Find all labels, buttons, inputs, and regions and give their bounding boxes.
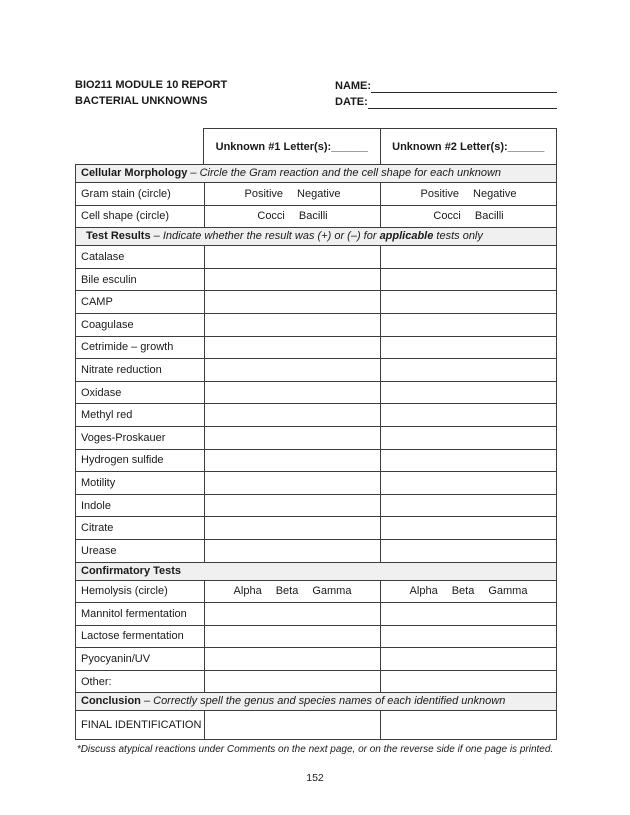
unknown2-column-header: Unknown #2 Letter(s):______: [380, 129, 557, 164]
result-cell-unknown-2: [380, 269, 556, 291]
row-label: Other:: [81, 675, 112, 688]
result-cell-unknown-2: [380, 450, 556, 472]
table-column-headers: [203, 128, 557, 165]
row-label: Coagulase: [81, 318, 134, 331]
result-cell-unknown-1: [204, 671, 380, 693]
report-table-body: [75, 164, 557, 740]
result-cell-unknown-1: [204, 450, 380, 472]
option-gamma: Gamma: [312, 585, 352, 598]
date-field: [335, 93, 557, 109]
result-cell-unknown-1: [204, 337, 380, 359]
result-cell-unknown-1: [204, 495, 380, 517]
row-label: Bile esculin: [81, 273, 137, 286]
table-row: [76, 517, 556, 540]
row-label: Citrate: [81, 522, 114, 535]
table-row: [76, 472, 556, 495]
date-blank-line: [368, 97, 557, 109]
table-row: [76, 291, 556, 314]
row-label: Motility: [81, 476, 116, 489]
option-bacilli: Bacilli: [474, 210, 504, 223]
row-label: Hemolysis (circle): [81, 585, 168, 598]
table-row: [76, 495, 556, 518]
result-cell-unknown-1: [204, 359, 380, 381]
result-cell-unknown-2: [380, 603, 556, 625]
result-cell-unknown-1: [204, 540, 380, 562]
report-subtitle: BACTERIAL UNKNOWNS: [75, 95, 208, 107]
result-cell-unknown-1: [204, 269, 380, 291]
result-cell-unknown-1: [204, 246, 380, 268]
table-row: [76, 359, 556, 382]
section-description: Circle the Gram reaction and the cell shape for each unknown: [199, 167, 502, 179]
result-cell-unknown-1: [204, 314, 380, 336]
section-header-row: [76, 228, 556, 246]
section-title: Conclusion: [81, 695, 141, 708]
section-description: Correctly spell the genus and species names of each identified unknown: [153, 695, 506, 708]
result-cell-unknown-1: [204, 517, 380, 539]
row-label: Oxidase: [81, 386, 122, 399]
row-label: Lactose fermentation: [81, 630, 184, 643]
report-titles: [75, 77, 227, 109]
result-cell-unknown-2: [380, 337, 556, 359]
table-row: [76, 269, 556, 292]
option-positive: Positive: [244, 187, 284, 200]
result-cell-unknown-1: [204, 648, 380, 670]
option-alpha: Alpha: [409, 585, 438, 598]
result-cell-unknown-2: [380, 671, 556, 693]
row-label: Gram stain (circle): [81, 187, 171, 200]
section-description: Indicate whether the result was (+) or (–) for applicable tests only: [162, 230, 483, 243]
table-row: [76, 671, 556, 694]
option-bacilli: Bacilli: [298, 210, 328, 223]
result-cell-unknown-2: [380, 359, 556, 381]
result-cell-unknown-1: [204, 382, 380, 404]
table-row: [76, 603, 556, 626]
table-row: [76, 183, 556, 206]
row-label: Cetrimide – growth: [81, 341, 174, 354]
option-alpha: Alpha: [233, 585, 262, 598]
result-cell-unknown-1: [204, 206, 380, 228]
result-cell-unknown-2: [380, 540, 556, 562]
table-row: [76, 246, 556, 269]
result-cell-unknown-2: [380, 314, 556, 336]
row-label: Hydrogen sulfide: [81, 454, 164, 467]
result-cell-unknown-2: [380, 206, 556, 228]
option-negative: Negative: [297, 187, 341, 200]
table-row: [76, 581, 556, 604]
result-cell-unknown-2: [380, 626, 556, 648]
table-row: [76, 382, 556, 405]
result-cell-unknown-1: [204, 603, 380, 625]
result-cell-unknown-2: [380, 291, 556, 313]
section-dash: –: [150, 230, 163, 243]
unknown1-column-header: Unknown #1 Letter(s):______: [215, 140, 368, 153]
row-label: Catalase: [81, 250, 125, 263]
date-label: DATE:: [335, 96, 368, 108]
result-cell-unknown-2: [380, 246, 556, 268]
table-row: [76, 450, 556, 473]
table-row: [76, 206, 556, 229]
section-header-row: [76, 165, 556, 183]
table-row: [76, 540, 556, 563]
name-label: NAME:: [335, 80, 372, 92]
table-row: [76, 404, 556, 427]
section-description-emphasis: applicable: [379, 230, 434, 243]
report-title: BIO211 MODULE 10 REPORT: [75, 79, 228, 91]
name-field: [335, 77, 557, 93]
result-cell-unknown-2: [380, 495, 556, 517]
table-row: [76, 427, 556, 450]
table-row: [76, 314, 556, 337]
result-cell-unknown-2: [380, 427, 556, 449]
row-label: Mannitol fermentation: [81, 607, 187, 620]
row-label: Cell shape (circle): [81, 210, 170, 223]
result-cell-unknown-1: [204, 472, 380, 494]
option-beta: Beta: [275, 585, 299, 598]
section-header-row: [76, 693, 556, 711]
row-label: Methyl red: [81, 409, 133, 422]
table-row: [76, 337, 556, 360]
section-header-row: [76, 563, 556, 581]
row-label: Pyocyanin/UV: [81, 653, 151, 666]
result-cell-unknown-2: [380, 382, 556, 404]
name-date-fields: [335, 77, 557, 109]
result-cell-unknown-1: [204, 183, 380, 205]
row-label: Nitrate reduction: [81, 363, 162, 376]
option-positive: Positive: [420, 187, 460, 200]
result-cell-unknown-2: [380, 517, 556, 539]
row-label: Urease: [81, 544, 117, 557]
result-cell-unknown-1: [204, 404, 380, 426]
option-beta: Beta: [451, 585, 475, 598]
result-cell-unknown-2: [380, 648, 556, 670]
row-label: FINAL IDENTIFICATION: [81, 719, 202, 732]
result-cell-unknown-1: [204, 291, 380, 313]
section-dash: –: [187, 167, 200, 179]
name-blank-line: [371, 81, 557, 93]
option-cocci: Cocci: [433, 210, 461, 223]
result-cell-unknown-1: [204, 711, 380, 739]
section-title: Confirmatory Tests: [81, 564, 182, 577]
section-title: Test Results: [86, 230, 151, 243]
table-row: [76, 626, 556, 649]
option-cocci: Cocci: [257, 210, 285, 223]
footnote: *Discuss atypical reactions under Comments on the next page, or on the reverse side if one page is printed.: [76, 744, 554, 755]
result-cell-unknown-2: [380, 472, 556, 494]
report-table: [75, 128, 557, 740]
result-cell-unknown-1: [204, 581, 380, 603]
row-label: Voges-Proskauer: [81, 431, 166, 444]
option-negative: Negative: [473, 187, 517, 200]
row-label: CAMP: [81, 296, 113, 309]
result-cell-unknown-2: [380, 581, 556, 603]
result-cell-unknown-2: [380, 183, 556, 205]
result-cell-unknown-1: [204, 626, 380, 648]
result-cell-unknown-2: [380, 711, 556, 739]
option-gamma: Gamma: [488, 585, 528, 598]
section-dash: –: [140, 695, 154, 708]
document-header: [75, 77, 557, 109]
result-cell-unknown-2: [380, 404, 556, 426]
table-row: [76, 711, 556, 739]
table-row: [76, 648, 556, 671]
page-number: 152: [306, 772, 324, 784]
row-label: Indole: [81, 499, 111, 512]
result-cell-unknown-1: [204, 427, 380, 449]
section-title: Cellular Morphology: [81, 167, 188, 179]
